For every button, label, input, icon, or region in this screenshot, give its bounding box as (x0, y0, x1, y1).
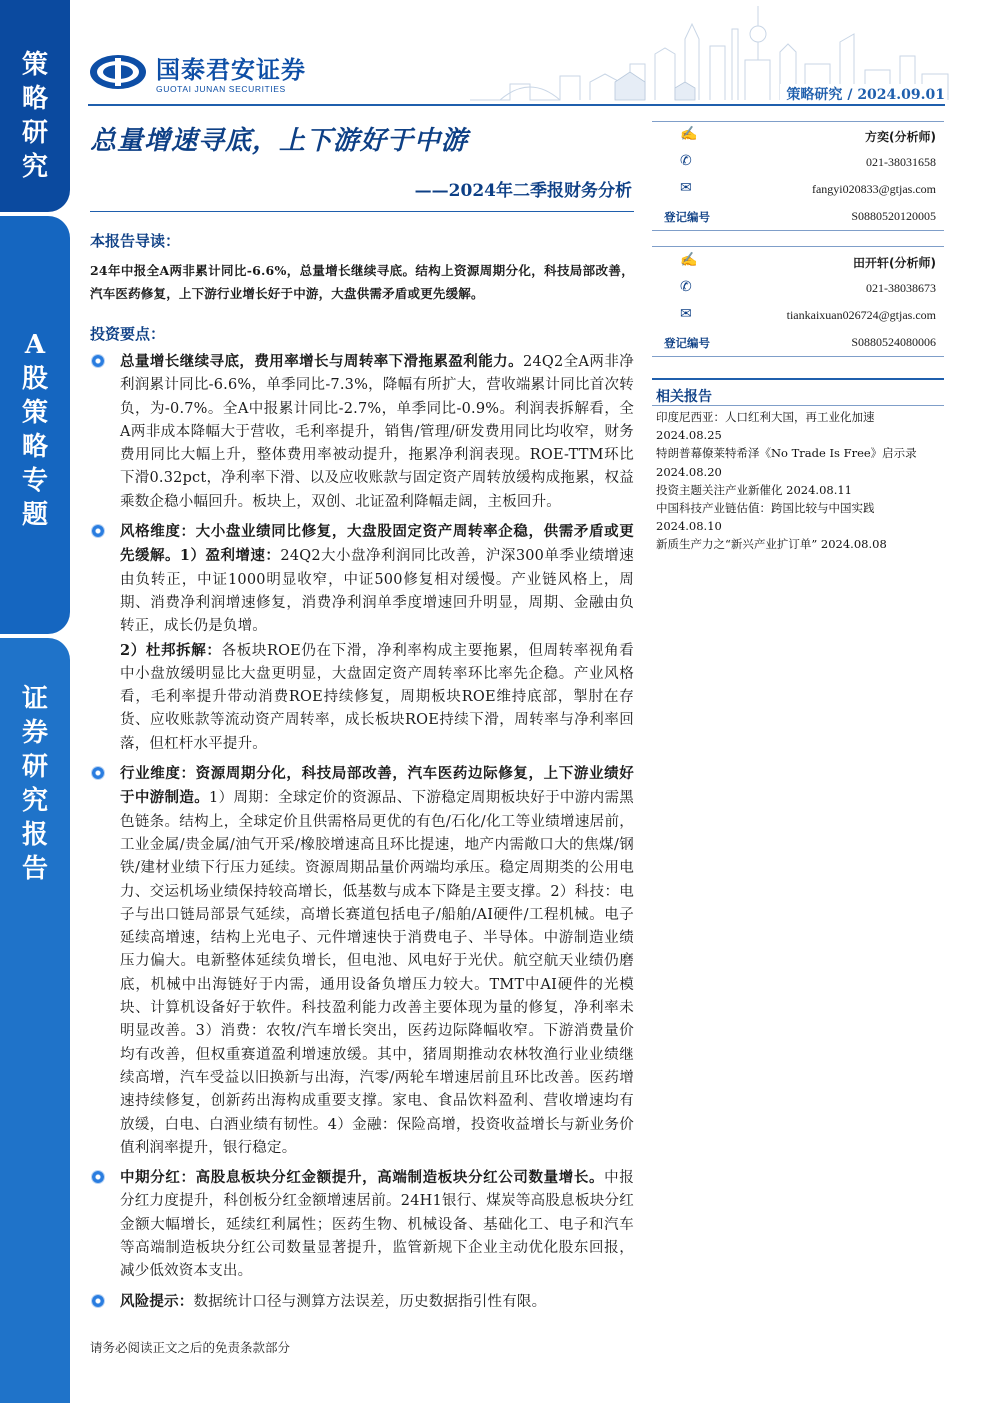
analyst-email[interactable]: fangyi020833@gtjas.com (811, 182, 936, 196)
point-text: 24Q2全A两非净利润累计同比-6.6%，单季同比-7.3%，降幅有所扩大，营收端累计同比首次转负，为-0.7%。全A中报累计同比-2.7%，单季同比-0.9%。利润表拆解看，全A两非成本降幅大于营收，毛利率提升，销售/管理/研发费用同比均收窄，财务费用同比大幅上升，整体费用率被动提升，拖累净利润表现。ROE-TTM环比下滑0.32pct，净利率下滑、以及应收账款与固定资产周转放缓构成拖累，权益乘数企稳小幅回升。板块上，双创、北证盈利降幅走阔，主板回升。 (120, 354, 634, 510)
pen-icon: ✍ (680, 127, 698, 142)
related-item[interactable]: 特朗普幕僚莱特希泽《No Trade Is Free》启示录 (656, 446, 917, 461)
logo-name-cn: 国泰君安证券 (156, 56, 306, 84)
sidebar-strategy-research (0, 0, 70, 212)
email-icon: ✉ (680, 181, 692, 196)
intro-text: 24年中报全A两非累计同比-6.6%，总量增长继续寻底。结构上资源周期分化，科技局部改善，汽车医药修复，上下游行业增长好于中游，大盘供需矛盾或更先缓解。 (90, 263, 634, 301)
investment-point (90, 1290, 634, 1314)
point-lead: 总量增长继续寻底，费用率增长与周转率下滑拖累盈利能力。 (120, 353, 524, 370)
sidebar-char: A (24, 330, 46, 360)
main-content (90, 230, 634, 1314)
point-text: 数据统计口径与测算方法误差，历史数据指引性有限。 (193, 1293, 547, 1310)
report-subtitle: ——2024年二季报财务分析 (414, 181, 632, 201)
header-rule (88, 104, 945, 106)
point-text: 各板块ROE仍在下滑，净利率构成主要拖累，但周转率视角看中小盘放缓明显比大盘更明显，大盘固定资产周转率环比率先企稳。产业风格看，毛利率提升带动消费ROE持续修复，周期板块ROE维持底部，掣肘在存货、应收账款等流动资产周转率，成长板块ROE持续下滑，周转率与净利率回落，但杠杆水平提升。 (120, 642, 634, 752)
analyst-phone: 021-38031658 (866, 155, 936, 169)
investment-point (90, 762, 634, 1160)
sidebar-char: 研 (21, 118, 48, 148)
disclaimer-note: 请务必阅读正文之后的免责条款部分 (90, 1340, 291, 1355)
bullet-icon (92, 355, 104, 367)
sidebar-char: 策 (21, 50, 48, 80)
analyst-card (652, 122, 942, 230)
analyst-email[interactable]: tiankaixuan026724@gtjas.com (786, 308, 936, 322)
report-date: 2024.09.01 (857, 87, 945, 103)
company-logo (88, 50, 306, 94)
point-lead: 风格维度：大小盘业绩同比修复，大盘股固定资产周转率企稳，供需矛盾或更先缓解。1）盈利增速： (120, 523, 634, 565)
sidebar-char: 券 (21, 718, 48, 748)
phone-icon: ✆ (680, 280, 692, 295)
analyst-card (652, 248, 942, 356)
related-heading: 相关报告 (656, 389, 712, 405)
sidebar-char: 究 (21, 152, 48, 182)
report-title: 总量增速寻底，上下游好于中游 (90, 126, 469, 156)
bullet-icon (92, 1171, 104, 1183)
related-item: 2024.08.25 (656, 428, 722, 443)
point-text: 24Q2大小盘净利润同比改善，沪深300单季业绩增速由负转正，中证1000明显收窄，中证500修复相对缓慢。产业链风格上，周期、消费净利润增速修复，消费净利润单季度增速回升明显，周期、金融由负转正，成长仍是负增。 (120, 548, 634, 635)
intro-heading: 本报告导读： (90, 232, 181, 250)
analyst-top-rule (652, 246, 944, 247)
sidebar-char: 策 (21, 398, 48, 428)
header-meta: 策略研究 / 2024.09.01 (780, 84, 945, 104)
analyst-name: 方奕(分析师) (865, 130, 936, 144)
email-icon: ✉ (680, 307, 692, 322)
sidebar-char: 研 (21, 752, 48, 782)
registration-number: S0880524080006 (851, 335, 936, 349)
analyst-phone: 021-38038673 (866, 281, 936, 295)
point-sublead: 2）杜邦拆解： (120, 641, 222, 659)
investment-point (90, 350, 634, 514)
related-item[interactable]: 新质生产力之“新兴产业扩订单” 2024.08.08 (656, 537, 887, 552)
sidebar-char: 究 (21, 786, 48, 816)
sidebar-a-share-topic (0, 216, 70, 634)
point-lead: 行业维度：资源周期分化，科技局部改善，汽车医药边际修复，上下游业绩好于中游制造。 (120, 765, 634, 807)
sidebar-char: 股 (21, 364, 48, 394)
sidebar-char: 报 (21, 820, 48, 850)
bullet-icon (92, 525, 104, 537)
sidebar-char: 略 (21, 432, 48, 462)
related-item: 2024.08.10 (656, 519, 722, 534)
sidebar-char: 证 (21, 684, 48, 714)
related-item[interactable]: 印度尼西亚：人口红利大国，再工业化加速 (656, 410, 875, 424)
investment-point (90, 520, 634, 756)
report-category: 策略研究 (786, 87, 843, 103)
related-list (656, 408, 946, 554)
sidebar-char: 专 (21, 466, 48, 496)
analyst-divider (652, 230, 944, 231)
related-item: 2024.08.20 (656, 464, 722, 479)
sidebar-char: 告 (21, 854, 48, 884)
related-top-rule (652, 378, 944, 380)
point-lead: 风险提示： (120, 1292, 194, 1310)
investment-point (90, 1166, 634, 1283)
pen-icon: ✍ (680, 253, 698, 268)
point-text: 中报分红力度提升，科创板分红金额增速居前。24H1银行、煤炭等高股息板块分红金额大幅增长，延续红利属性；医药生物、机械设备、基础化工、电子和汽车等高端制造板块分红公司数量显著提升，监管新规下企业主动优化股东回报，减少低效资本支出。 (120, 1170, 634, 1280)
point-text: 1）周期：全球定价的资源品、下游稳定周期板块好于中游内需黑色链条。结构上，全球定价且供需格局更优的有色/石化/化工等业绩增速居前，工业金属/贵金属/油气开采/橡胶增速高且环比提速，地产内需敞口大的焦煤/钢铁/建材业绩下行压力延续。资源周期品量价两端均承压。稳定周期类的公用电力、交运机场业绩保持较高增长，低基数与成本下降是主要支撑。2）科技：电子与出口链局部景气延续，高增长赛道包括电子/船舶/AI硬件/工程机械。电子延续高增速，结构上光电子、元件增速快于消费电子、半导体。中游制造业绩压力偏大。电新整体延续负增长，但电池、风电好于光伏。航空航天业绩仍磨底，机械中出海链好于内需，通用设备负增压力较大。TMT中AI硬件的光模块、计算机设备好于软件。科技盈利能力改善主要体现为量的修复，净利率未明显改善。3）消费：农牧/汽车增长突出，医药边际降幅收窄。下游消费量价均有改善，但权重赛道盈利增速放缓。其中，猪周期推动农林牧渔行业业绩继续高增，汽车受益以旧换新与出海，汽零/两轮车增速居前且环比改善。医药增速持续修复，创新药出海构成重要支撑。家电、食品饮料盈利、营收增速均有放缓，白电、白酒业绩有韧性。4）金融：保险高增，投资收益增长与新业务价值利润率提升，银行稳定。 (120, 790, 634, 1156)
registration-label: 登记编号 (664, 210, 710, 224)
sidebar-securities-report (0, 638, 70, 1403)
point-lead: 中期分红：高股息板块分红金额提升，高端制造板块分红公司数量增长。 (120, 1169, 605, 1187)
sidebar-char: 略 (21, 84, 48, 114)
bullet-icon (92, 767, 104, 779)
related-heading-rule (652, 405, 944, 406)
sidebar-char: 题 (21, 500, 48, 530)
analyst-name: 田开轩(分析师) (853, 256, 936, 270)
phone-icon: ✆ (680, 154, 692, 169)
bullet-icon (92, 1295, 104, 1307)
related-item[interactable]: 中国科技产业链估值：跨国比较与中国实践 (656, 501, 875, 516)
registration-label: 登记编号 (664, 336, 710, 350)
registration-number: S0880520120005 (851, 209, 936, 223)
related-item[interactable]: 投资主题关注产业新催化 2024.08.11 (656, 482, 852, 497)
logo-name-en: GUOTAI JUNAN SECURITIES (156, 84, 286, 94)
points-heading: 投资要点： (90, 325, 166, 343)
analyst-divider (652, 356, 944, 357)
logo-mark-icon (88, 52, 148, 92)
title-rule (90, 211, 634, 212)
